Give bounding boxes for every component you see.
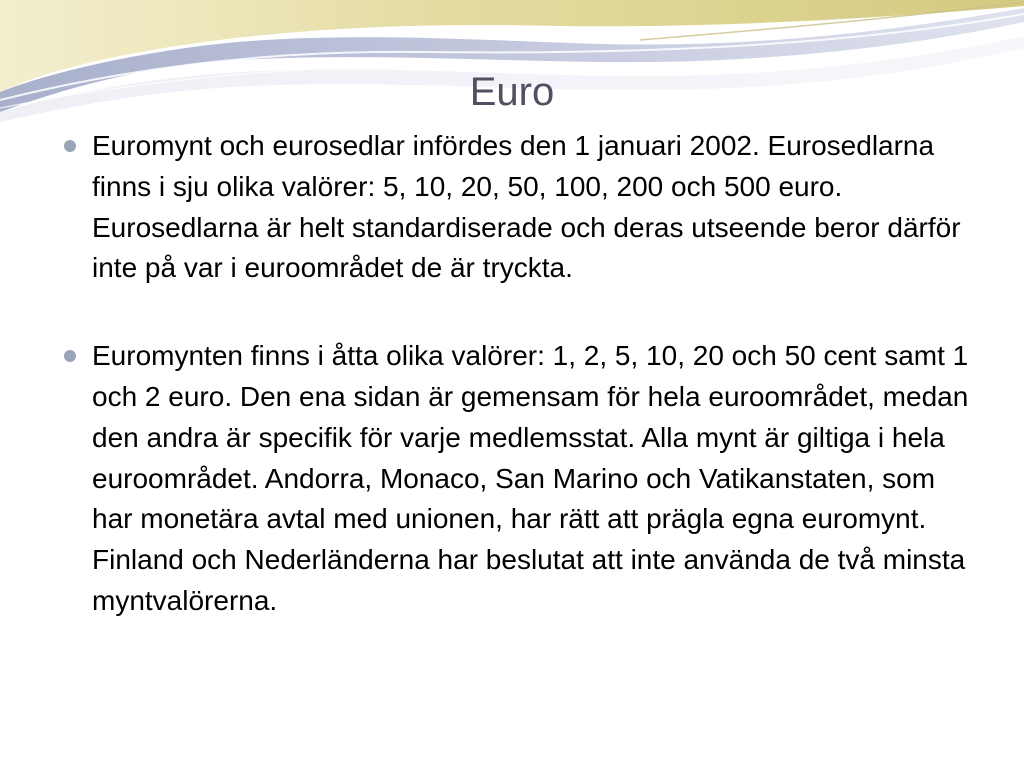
bullet-dot-icon — [64, 140, 76, 152]
bullet-dot-icon — [64, 350, 76, 362]
slide-title: Euro — [469, 70, 555, 114]
bullet-list — [62, 126, 972, 622]
bullet-item — [62, 126, 972, 289]
bullet-text: Euromynten finns i åtta olika valörer: 1, 2, 5, 10, 20 och 50 cent samt 1 och 2 euro. Den ena sidan är gemensam för hela euroområdet, medan den andra är specifik för varje medlemsstat. Alla mynt är giltiga i hela euroområdet. Andorra, Monaco, San Marino och Vatikanstaten, som har monetära avtal med unionen, har rätt att prägla egna euromynt. Finland och Nederländerna har beslutat att inte använda de två minsta myntvalörerna. — [92, 340, 969, 616]
bullet-text: Euromynt och eurosedlar infördes den 1 januari 2002. Eurosedlarna finns i sju olika valörer: 5, 10, 20, 50, 100, 200 och 500 euro. Eurosedlarna är helt standardiserade och deras utseende beror därför inte på var i euroområdet de är tryckta. — [92, 130, 961, 284]
bullet-item — [62, 336, 972, 622]
